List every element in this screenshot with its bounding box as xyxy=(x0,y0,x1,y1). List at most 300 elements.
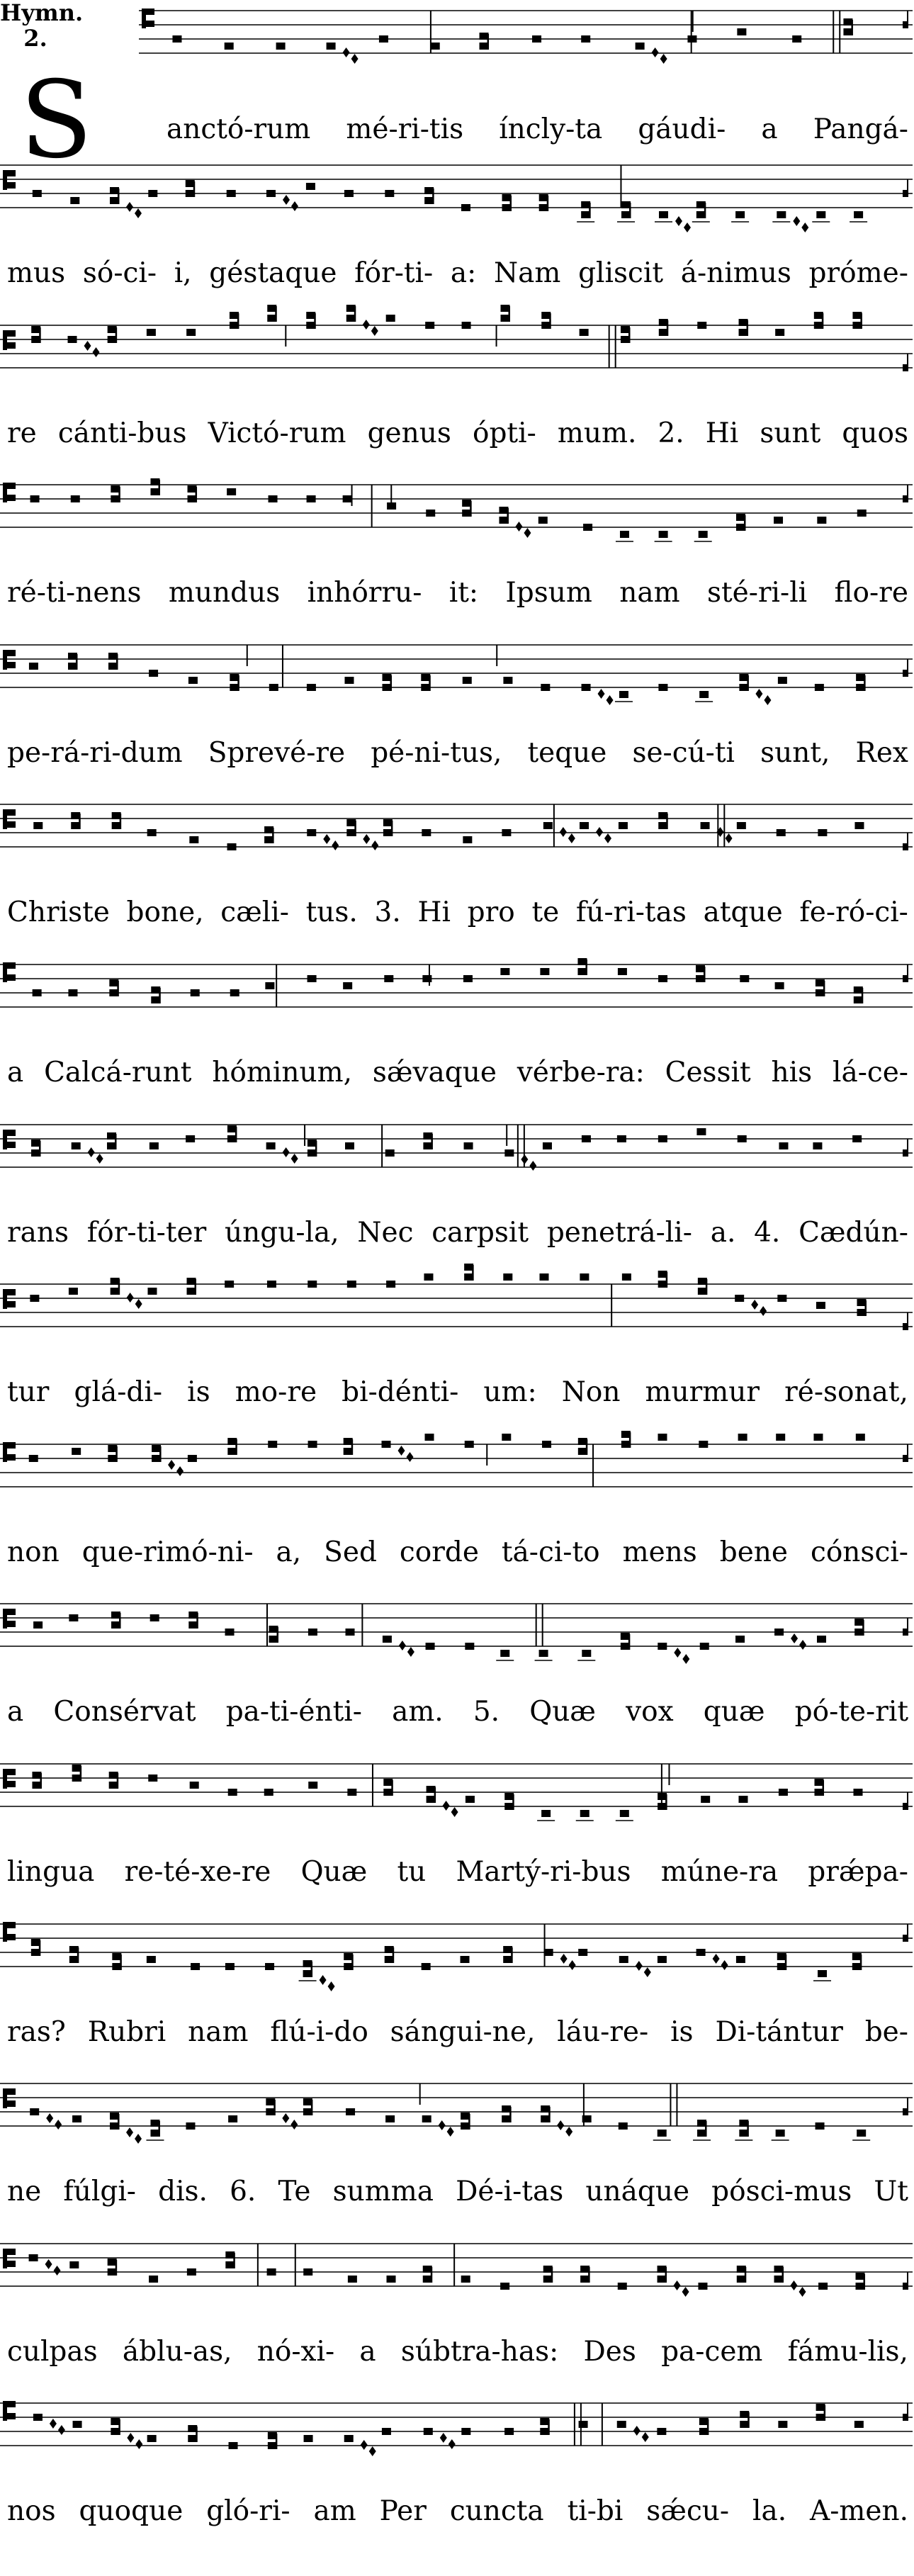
neume-rhombus xyxy=(55,2120,62,2130)
neume-note xyxy=(269,684,278,691)
staff-system xyxy=(0,1096,914,1203)
neume-note xyxy=(621,201,631,208)
neume-note xyxy=(423,2266,432,2273)
lyric-word: 6. xyxy=(230,2176,256,2208)
neume-note xyxy=(541,684,550,691)
neume-note xyxy=(68,989,77,996)
c-clef-icon xyxy=(3,1130,16,1149)
neume-rhombus xyxy=(604,833,611,843)
neume-note xyxy=(504,1793,514,1800)
neume-note xyxy=(816,2122,825,2130)
neume-note xyxy=(150,2120,159,2127)
neume-note xyxy=(480,33,489,40)
neume-note xyxy=(149,670,158,677)
neume-note xyxy=(307,495,316,502)
lyric-word: Victó-rum xyxy=(208,417,346,449)
neume-note xyxy=(188,677,198,684)
neume-rhombus xyxy=(447,2127,454,2137)
neume-note xyxy=(852,1135,862,1142)
neume-note xyxy=(147,329,156,336)
lyric-line xyxy=(7,1055,908,1091)
lyric-word: prǽpa- xyxy=(808,1856,908,1888)
neume-note xyxy=(230,674,239,681)
neume-note xyxy=(344,677,354,684)
lyric-word: Cessit xyxy=(665,1057,751,1089)
lyric-word: ré-ti-nens xyxy=(7,577,142,609)
neume-note xyxy=(617,1135,626,1142)
c-clef-icon xyxy=(3,1769,16,1789)
lyric-word: múne-ra xyxy=(660,1856,779,1888)
neume-note xyxy=(112,812,121,819)
lyric-word: pósci-mus xyxy=(711,2176,852,2208)
neume-note xyxy=(228,1789,237,1796)
neume-note xyxy=(854,822,864,829)
neume-note xyxy=(658,1271,667,1278)
neume-note xyxy=(147,2435,157,2442)
neume-rhombus xyxy=(674,2280,681,2290)
neume-note xyxy=(540,968,549,975)
neume-note xyxy=(70,197,79,204)
neume-note xyxy=(108,326,117,333)
neume-rhombus xyxy=(524,528,531,538)
lyric-word: flo-re xyxy=(834,577,908,609)
neume-note xyxy=(423,1132,432,1140)
neume-note xyxy=(503,677,512,684)
lyric-word: um: xyxy=(483,1376,537,1409)
neume-note xyxy=(384,975,393,982)
lyric-word: mundus xyxy=(168,577,281,609)
neume-rhombus xyxy=(291,1154,298,1164)
lyric-line xyxy=(7,1375,908,1410)
neume-note xyxy=(148,1774,157,1782)
neume-rhombus xyxy=(282,2113,289,2123)
lyric-word: genus xyxy=(367,417,451,449)
neume-note xyxy=(385,1149,395,1157)
neume-note xyxy=(69,1288,78,1295)
neume-note xyxy=(854,211,863,218)
neume-note xyxy=(72,1765,81,1772)
neume-note xyxy=(543,822,553,829)
lyric-line xyxy=(7,1215,908,1251)
lyric-word: fór-ti- xyxy=(354,257,434,289)
neume-note xyxy=(737,2266,746,2273)
neume-note xyxy=(385,2115,395,2122)
neume-note xyxy=(187,2268,196,2276)
lyric-word: Quæ xyxy=(300,1856,368,1888)
neume-rhombus xyxy=(644,1967,651,1977)
neume-note xyxy=(188,2425,197,2432)
lyric-word: Hi xyxy=(705,417,739,449)
neume-rhombus xyxy=(764,695,771,705)
neume-note xyxy=(33,190,42,197)
neume-rhombus xyxy=(448,2439,456,2449)
neume-rhombus xyxy=(54,2266,61,2276)
neume-note xyxy=(502,1434,511,1441)
neume-note xyxy=(107,1132,116,1140)
neume-note xyxy=(463,975,473,982)
neume-note xyxy=(424,2428,433,2435)
neume-note xyxy=(618,2283,627,2290)
neume-note xyxy=(344,190,354,197)
neume-note xyxy=(658,812,667,819)
neume-note xyxy=(775,982,784,989)
neume-note xyxy=(276,43,286,50)
c-clef-icon xyxy=(3,1922,16,1942)
neume-note xyxy=(577,958,587,965)
lyric-word: mé-ri-tis xyxy=(346,113,464,145)
neume-note xyxy=(659,211,668,218)
neume-note xyxy=(264,826,273,833)
neume-note xyxy=(856,2273,865,2280)
neume-note xyxy=(735,211,745,218)
neume-note xyxy=(148,190,157,197)
neume-note xyxy=(72,1142,81,1149)
neume-rhombus xyxy=(343,47,350,57)
neume-note xyxy=(30,2108,39,2115)
neume-note xyxy=(108,653,118,660)
lyric-word: cánti-bus xyxy=(57,417,187,449)
neume-note xyxy=(500,2283,509,2290)
neume-rhombus xyxy=(675,216,682,226)
lyric-word: ti-bi xyxy=(567,2495,624,2528)
lyric-word: pro xyxy=(467,896,515,929)
neume-note xyxy=(344,2435,354,2442)
neume-note xyxy=(657,2428,666,2435)
neume-note xyxy=(779,1142,788,1149)
lyric-word: Des xyxy=(583,2335,636,2368)
neume-rhombus xyxy=(363,834,370,844)
neume-note xyxy=(422,2115,431,2122)
neume-note xyxy=(225,43,234,50)
neume-note xyxy=(68,653,77,660)
neume-rhombus xyxy=(568,833,575,843)
neume-note xyxy=(108,1445,117,1452)
lyric-word: a xyxy=(7,1057,24,1089)
neume-note xyxy=(461,204,470,211)
neume-note xyxy=(228,2115,237,2122)
neume-note xyxy=(268,2432,277,2439)
staff-system xyxy=(0,776,914,882)
neume-note xyxy=(29,2254,38,2261)
neume-rhombus xyxy=(451,1807,458,1817)
neume-note xyxy=(542,1441,551,1448)
staff-system xyxy=(0,2215,914,2322)
neume-note xyxy=(620,1810,629,1817)
neume-note xyxy=(189,836,198,843)
neume-rhombus xyxy=(328,1981,335,1991)
lyric-word: mens xyxy=(622,1536,697,1568)
neume-note xyxy=(191,1963,200,1970)
neume-rhombus xyxy=(755,689,762,699)
neume-note xyxy=(502,829,511,836)
neume-note xyxy=(541,2105,550,2113)
neume-note xyxy=(814,312,823,319)
lyric-word: 3. xyxy=(374,896,401,929)
neume-note xyxy=(582,1135,591,1142)
lyric-word: pó-te-rit xyxy=(794,1696,908,1728)
neume-note xyxy=(739,2120,748,2127)
neume-rhombus xyxy=(682,2287,689,2297)
neume-rhombus xyxy=(93,347,100,357)
neume-note xyxy=(503,1946,512,1953)
neume-note xyxy=(307,684,316,691)
lyric-word: Quæ xyxy=(529,1696,596,1728)
neume-note xyxy=(621,326,630,333)
neume-note xyxy=(30,1295,39,1302)
lyric-word: lingua xyxy=(7,1856,95,1888)
neume-rhombus xyxy=(399,1641,406,1650)
neume-note xyxy=(267,1281,276,1288)
lyric-word: fúlgi- xyxy=(63,2176,136,2208)
neume-rhombus xyxy=(369,2446,376,2456)
neume-note xyxy=(658,975,667,982)
lyric-word: inhórru- xyxy=(307,577,422,609)
lyric-word: ras? xyxy=(7,2015,66,2048)
neume-rhombus xyxy=(135,2439,142,2449)
neume-note xyxy=(774,2266,784,2273)
neume-note xyxy=(737,822,746,829)
lyric-word: géstaque xyxy=(209,257,337,289)
neume-note xyxy=(854,986,863,994)
neume-rhombus xyxy=(684,223,691,232)
lyric-word: Ipsum xyxy=(505,577,592,609)
lyric-word: tá-ci-to xyxy=(501,1536,600,1568)
neume-rhombus xyxy=(88,1147,95,1157)
staff-system xyxy=(0,0,914,89)
lyric-word: is xyxy=(187,1376,210,1409)
c-clef-icon xyxy=(142,9,154,28)
lyric-word: á-nimus xyxy=(680,257,791,289)
neume-note xyxy=(544,1949,553,1956)
neume-note xyxy=(269,1626,278,1633)
lyric-line xyxy=(7,895,908,930)
neume-note xyxy=(816,211,825,218)
lyric-line xyxy=(7,1694,908,1730)
neume-note xyxy=(699,2418,709,2425)
neume-note xyxy=(736,514,745,521)
neume-note xyxy=(499,507,508,514)
lyric-word: penetrá-li- xyxy=(546,1216,692,1249)
neume-note xyxy=(422,829,431,836)
neume-note xyxy=(504,1149,514,1157)
neume-note xyxy=(347,1281,356,1288)
neume-note xyxy=(659,531,668,538)
neume-note xyxy=(857,1299,866,1306)
lyric-word: só-ci- xyxy=(82,257,157,289)
neume-note xyxy=(31,326,40,333)
neume-note xyxy=(737,28,746,35)
lyric-word: vérbe-ra: xyxy=(517,1057,645,1089)
neume-note xyxy=(386,1281,395,1288)
neume-note xyxy=(735,1295,744,1302)
neume-note xyxy=(817,517,826,524)
neume-note xyxy=(777,1295,786,1302)
neume-rhombus xyxy=(50,2419,57,2429)
neume-note xyxy=(268,1441,277,1448)
neume-rhombus xyxy=(569,1960,576,1970)
neume-note xyxy=(385,1946,394,1953)
lyric-word: fámu-lis, xyxy=(787,2335,908,2368)
neume-note xyxy=(777,211,786,218)
neume-note xyxy=(112,1953,121,1960)
neume-note xyxy=(266,190,276,197)
lyric-word: anctó-rum xyxy=(167,113,311,145)
neume-note xyxy=(264,1789,273,1796)
neume-note xyxy=(267,2268,276,2276)
neume-note xyxy=(532,35,541,43)
lyric-word: Martý-ri-bus xyxy=(456,1856,631,1888)
neume-note xyxy=(425,322,434,329)
lyric-word: láu-re- xyxy=(557,2015,649,2048)
neume-rhombus xyxy=(596,827,603,837)
lyric-word: úngu-la, xyxy=(225,1216,339,1249)
c-clef-icon xyxy=(3,330,16,350)
neume-note xyxy=(229,2442,238,2449)
lyric-word: dis. xyxy=(158,2176,208,2208)
neume-note xyxy=(815,684,824,691)
lyric-word: pa-ti-énti- xyxy=(225,1696,362,1728)
neume-note xyxy=(187,1278,196,1285)
neume-rhombus xyxy=(176,1466,184,1476)
lyric-word: súbtra-has: xyxy=(400,2335,559,2368)
neume-note xyxy=(500,305,509,312)
lyric-word: cuncta xyxy=(449,2495,544,2528)
neume-note xyxy=(33,1621,43,1629)
lyric-word: Nec xyxy=(357,1216,414,1249)
lyric-word: gló-ri- xyxy=(206,2495,290,2528)
lyric-word: unáque xyxy=(585,2176,690,2208)
lyric-word: próme- xyxy=(808,257,908,289)
neume-note xyxy=(698,2283,707,2290)
staff-system xyxy=(0,2055,914,2161)
neume-note xyxy=(303,2268,312,2276)
c-clef-icon xyxy=(3,1442,16,1462)
neume-note xyxy=(816,979,825,986)
neume-note xyxy=(541,312,551,319)
neume-note xyxy=(307,829,316,836)
lyric-word: pa-cem xyxy=(661,2335,763,2368)
staff-system xyxy=(0,297,914,403)
neume-note xyxy=(267,305,276,312)
neume-note xyxy=(188,1612,198,1619)
lyric-word: que-rimó-ni- xyxy=(81,1536,254,1568)
neume-note xyxy=(543,1142,552,1149)
neume-rhombus xyxy=(674,1648,681,1658)
neume-note xyxy=(658,2266,667,2273)
neume-note xyxy=(776,2130,785,2137)
neume-note xyxy=(617,2421,626,2428)
hymn-label-word: Hymn. xyxy=(0,0,84,26)
neume-note xyxy=(854,1619,864,1626)
neume-note xyxy=(735,1636,745,1643)
neume-note xyxy=(111,1612,120,1619)
neume-note xyxy=(621,1633,630,1640)
neume-rhombus xyxy=(565,2127,572,2137)
neume-note xyxy=(72,2115,81,2122)
neume-note xyxy=(816,1302,825,1309)
neume-note xyxy=(346,1629,355,1636)
lyric-word: sunt xyxy=(760,417,821,449)
neume-note xyxy=(539,1273,548,1281)
neume-note xyxy=(503,1273,512,1281)
neume-note xyxy=(540,2418,549,2425)
lyric-word: Calcá-runt xyxy=(44,1057,192,1089)
neume-rhombus xyxy=(135,1299,142,1309)
neume-note xyxy=(619,822,628,829)
lyric-word: culpas xyxy=(7,2335,98,2368)
lyric-word: atque xyxy=(703,896,783,929)
neume-note xyxy=(465,1643,474,1650)
neume-note xyxy=(466,1796,475,1803)
neume-note xyxy=(265,982,274,989)
neume-rhombus xyxy=(126,202,133,212)
c-clef-icon xyxy=(3,483,16,502)
neume-note xyxy=(190,1782,199,1789)
neume-note xyxy=(580,1273,589,1281)
neume-note xyxy=(502,194,512,201)
neume-note xyxy=(696,201,706,208)
neume-note xyxy=(701,822,710,829)
lyric-line xyxy=(7,2494,908,2529)
neume-note xyxy=(816,2404,825,2411)
lyric-line xyxy=(7,2015,908,2050)
neume-note xyxy=(463,677,472,684)
neume-note xyxy=(581,35,590,43)
neume-note xyxy=(425,1434,434,1441)
neume-rhombus xyxy=(371,326,378,336)
neume-note xyxy=(147,1956,156,1963)
neume-note xyxy=(777,829,786,836)
neume-note xyxy=(740,975,749,982)
neume-note xyxy=(383,1779,393,1786)
neume-note xyxy=(502,2105,511,2113)
neume-note xyxy=(774,517,783,524)
lyric-line xyxy=(7,416,908,451)
neume-note xyxy=(149,1142,159,1149)
c-clef-icon xyxy=(3,2088,16,2108)
neume-note xyxy=(500,1650,509,1657)
neume-note xyxy=(461,1956,470,1963)
neume-note xyxy=(383,819,393,826)
neume-rhombus xyxy=(371,840,378,850)
neume-note xyxy=(230,312,239,319)
neume-note xyxy=(778,2421,787,2428)
lyric-word: his xyxy=(771,1057,813,1089)
neume-note xyxy=(461,2428,470,2435)
neume-rhombus xyxy=(361,2440,368,2450)
neume-note xyxy=(346,305,356,312)
neume-note xyxy=(308,1281,317,1288)
lyric-word: i, xyxy=(174,257,192,289)
lyric-word: flú-i-do xyxy=(270,2015,368,2048)
lyric-word: Non xyxy=(561,1376,621,1409)
neume-rhombus xyxy=(46,2113,53,2123)
neume-note xyxy=(857,2130,866,2137)
lyric-word: Consérvat xyxy=(53,1696,196,1728)
neume-note xyxy=(424,1273,433,1281)
lyric-word: tur xyxy=(7,1376,50,1409)
lyric-word: rans xyxy=(7,1216,69,1249)
c-clef-icon xyxy=(3,2401,16,2421)
neume-note xyxy=(464,1142,473,1149)
neume-note xyxy=(72,1448,81,1455)
neume-note xyxy=(580,1810,589,1817)
neume-note xyxy=(308,1441,317,1448)
neume-note xyxy=(658,1434,667,1441)
neume-note xyxy=(658,1135,667,1142)
neume-note xyxy=(29,1455,38,1462)
neume-note xyxy=(347,1789,356,1796)
